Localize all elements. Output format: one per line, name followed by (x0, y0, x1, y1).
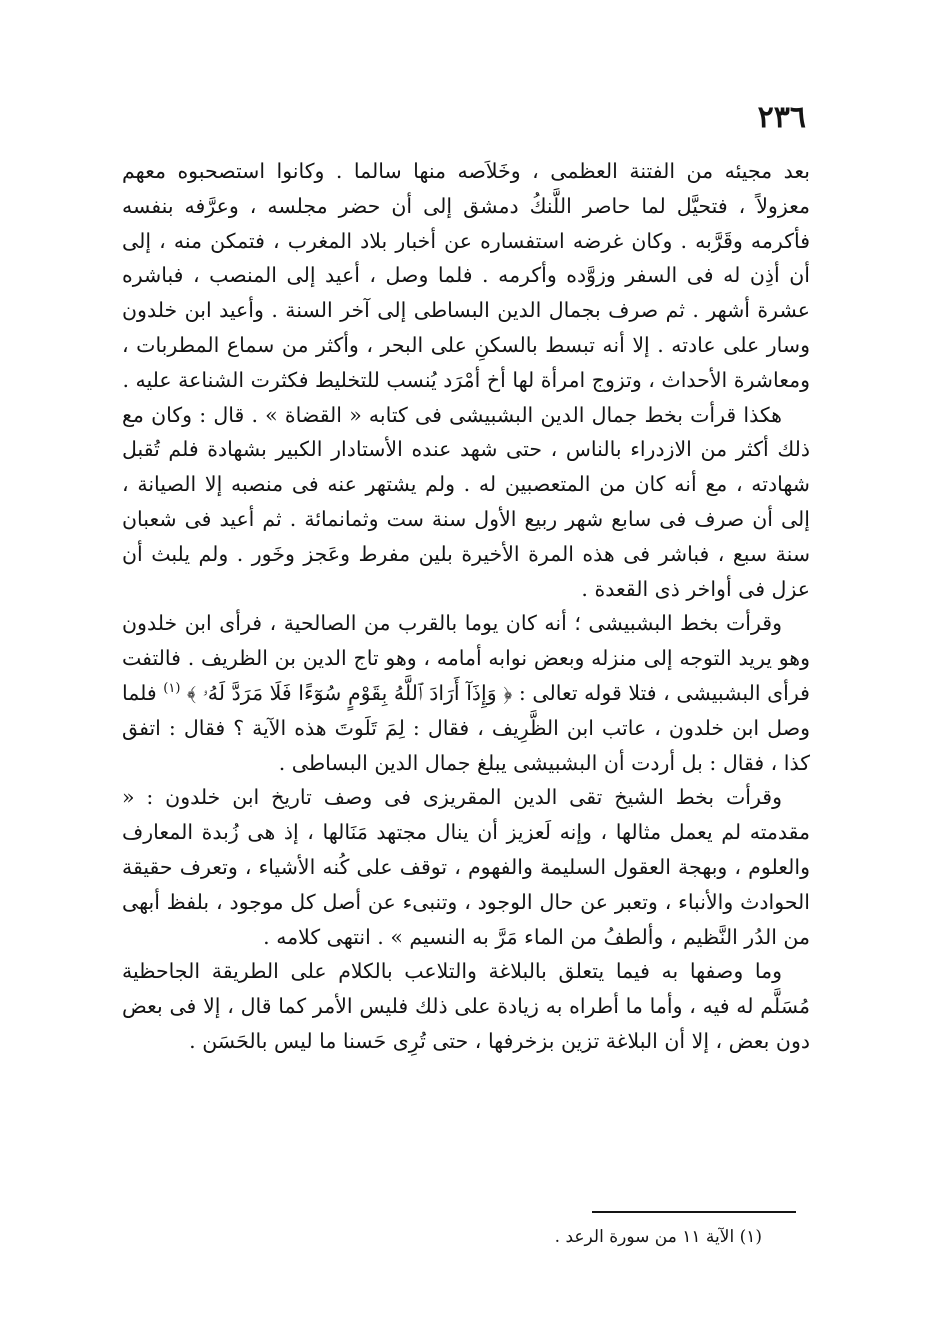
paragraph-2: هكذا قرأت بخط جمال الدين البشبيشى فى كتابه « القضاة » . قال : وكان مع ذلك أكثر من الازدراء بالناس ، حتى شهد عنده الأستادار الكبير بشهادة فلم تُقبل شهادته ، مع أنه كان من المتعصبين له . ولم يشتهر عنه فى منصبه إلا الصيانة ، إلى أن صرف فى سابع شهر ربيع الأول سنة ست وثمانمائة . ثم أعيد فى شعبان سنة سبع ، فباشر فى هذه المرة الأخيرة بلين مفرط وعَجز وخَور . ولم يلبث أن عزل فى أواخر ذى القعدة . (122, 402, 810, 601)
footnote-divider (592, 1211, 796, 1213)
paragraph-5: وما وصفها به فيما يتعلق بالبلاغة والتلاعب بالكلام على الطريقة الجاحظية مُسَلَّم له فيه ، وأما ما أطراه به زيادة على ذلك فليس الأمر كما قال ، إلا فى بعض دون بعض ، إلا أن البلاغة تزين بزخرفها ، حتى تُرِى حَسنا ما ليس بالحَسَن . (122, 959, 810, 1053)
paragraph-1: بعد مجيئه من الفتنة العظمى ، وخَلاَصه منها سالما . وكانوا استصحبوه معهم معزولاً ، فتحيَّل لما حاصر اللَّنكُ دمشق إلى أن حضر مجلسه ، وعرَّفه بنفسه فأكرمه وقَرَّبه . وكان غرضه استفساره عن أخبار بلاد المغرب ، فتمكن منه ، إلى أن أذِن له فى السفر وزوَّده وأكرمه . فلما وصل ، أعيد إلى المنصب ، فباشره عشرة أشهر . ثم صرف بجمال الدين البساطى إلى آخر السنة . وأعيد ابن خلدون وسار على عادته . إلا أنه تبسط بالسكنِ على البحر ، وأكثر من سماع المطربات ، ومعاشرة الأحداث ، وتزوج امرأة لها أخ أمْرَد يُنسب للتخليط فكثرت الشناعة عليه . (122, 159, 810, 392)
quran-verse: ﴿ وَإِذَآ أَرَادَ ٱللَّهُ بِقَوْمٍ سُوٓءًا فَلَا مَرَدَّ لَهُۥ ﴾ (187, 680, 513, 705)
paragraph-3-text-before: وقرأت بخط البشبيشى ؛ أنه كان يوما بالقرب من الصالحية ، فرأى ابن خلدون وهو يريد التوجه إلى منزله وبعض نوابه أمامه ، وهو تاج الدين بن الظريف . فالتفت فرأى البشبيشى ، فتلا قوله تعالى : (122, 611, 810, 705)
paragraph-3 (122, 606, 810, 780)
footnote-reference: (١) (163, 681, 181, 697)
footnote: (١) الآية ١١ من سورة الرعد . (554, 1227, 762, 1247)
body-text (122, 154, 810, 1059)
paragraph-3-text-after: فلما وصل ابن خلدون ، عاتب ابن الظَّرِيف ، فقال : لِمَ تَلَوتَ هذه الآية ؟ فقال : اتفق كذا ، فقال : بل أردت أن البشبيشى يبلغ جمال الدين البساطى . (122, 680, 810, 775)
paragraph-4: وقرأت بخط الشيخ تقى الدين المقريزى فى وصف تاريخ ابن خلدون : « مقدمته لم يعمل مثالها ، وإنه لَعزيز أن ينال مجتهد مَنَالها ، إذ هى زُبدة المعارف والعلوم ، وبهجة العقول السليمة والفهوم ، توقف على كُنه الأشياء ، وتعرف حقيقة الحوادث والأنباء ، وتعبر عن حال الوجود ، وتنبىء عن أصل كل موجود ، بلفظ أبهى من الدُر النَّظيم ، وألطفُ من الماء مَرَّ به النسيم » . انتهى كلامه . (122, 785, 810, 949)
page-number: ٢٣٦ (757, 100, 806, 135)
